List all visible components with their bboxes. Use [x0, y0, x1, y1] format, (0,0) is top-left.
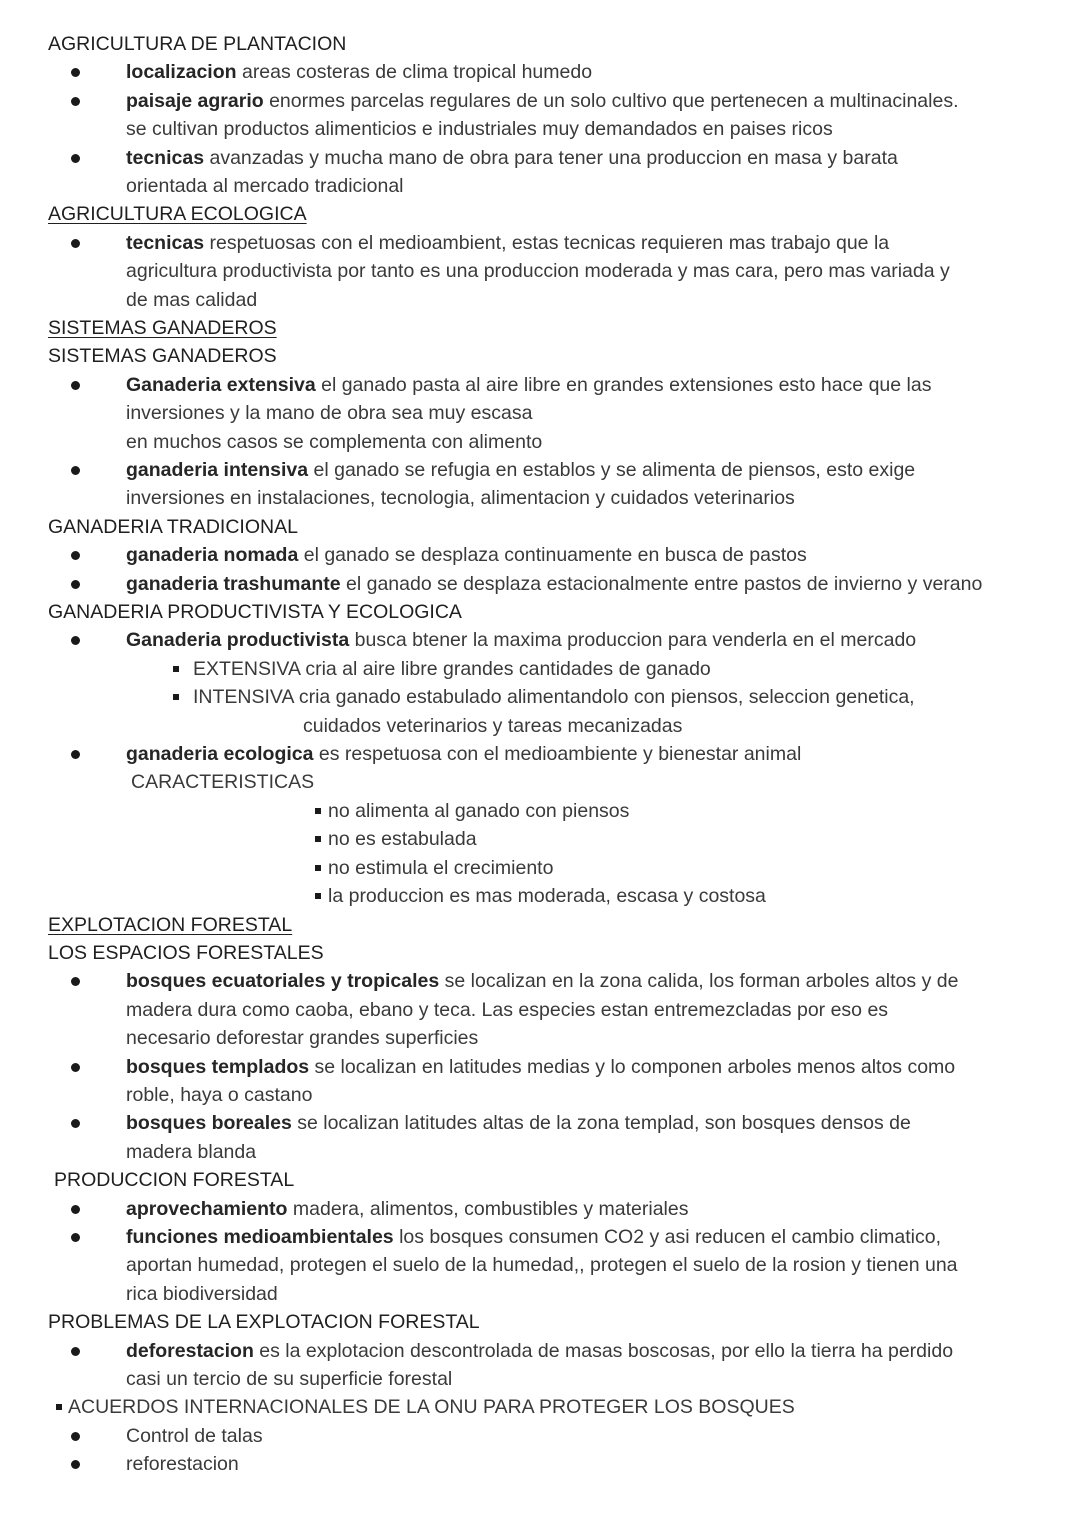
bullet-icon	[71, 977, 80, 986]
heading-agricultura-ecologica: AGRICULTURA ECOLOGICA	[48, 203, 307, 226]
sub-list-item: INTENSIVA cria ganado estabulado alimentandolo con piensos, seleccion genetica, cuidados veterinarios y tareas mecanizadas	[0, 683, 1080, 740]
bullet-icon	[71, 551, 80, 560]
square-bullet-icon	[315, 893, 321, 899]
list-item: bosques ecuatoriales y tropicales se localizan en la zona calida, los forman arboles altos y de madera dura como caoba, ebano y teca. Las especies estan entremezcladas por eso es necesario deforestar grandes superficies	[0, 967, 1080, 1052]
list-item: deforestacion es la explotacion descontrolada de masas boscosas, por ello la tierra ha perdido casi un tercio de su superficie forestal	[0, 1337, 1080, 1394]
heading-sistemas-ganaderos-2: SISTEMAS GANADEROS	[48, 345, 277, 368]
square-bullet-icon	[315, 808, 321, 814]
list-item: aprovechamiento madera, alimentos, combustibles y materiales	[0, 1195, 1080, 1223]
bullet-icon	[71, 68, 80, 77]
bullet-icon	[71, 1460, 80, 1469]
list-item: localizacion areas costeras de clima tropical humedo	[0, 58, 1080, 86]
list-item: ganaderia trashumante el ganado se desplaza estacionalmente entre pastos de invierno y verano	[0, 570, 1080, 598]
list-item: ganaderia ecologica es respetuosa con el medioambiente y bienestar animal	[0, 740, 1080, 768]
list-item: tecnicas avanzadas y mucha mano de obra para tener una produccion en masa y barata orientada al mercado tradicional	[0, 144, 1080, 201]
square-bullet-icon	[173, 666, 179, 672]
list-item: Ganaderia extensiva el ganado pasta al aire libre en grandes extensiones esto hace que las inversiones y la mano de obra sea muy escasa en muchos casos se complementa con alimento	[0, 371, 1080, 456]
bullet-icon	[71, 1205, 80, 1214]
heading-ganaderia-tradicional: GANADERIA TRADICIONAL	[48, 515, 298, 538]
square-bullet-icon	[173, 694, 179, 700]
square-bullet-icon	[56, 1404, 62, 1410]
heading-agricultura-plantacion: AGRICULTURA DE PLANTACION	[48, 33, 347, 55]
caracteristicas-label: CARACTERISTICAS	[131, 771, 315, 794]
bullet-icon	[71, 750, 80, 759]
bullet-icon	[71, 239, 80, 248]
bullet-icon	[71, 466, 80, 475]
heading-ganaderia-productivista: GANADERIA PRODUCTIVISTA Y ECOLOGICA	[48, 601, 462, 624]
list-item: funciones medioambientales los bosques consumen CO2 y asi reducen el cambio climatico, aportan humedad, protegen el suelo de la humedad,, protegen el suelo de la rosion y tienen una rica biodiversidad	[0, 1223, 1080, 1308]
list-item: ganaderia nomada el ganado se desplaza continuamente en busca de pastos	[0, 541, 1080, 569]
bullet-icon	[71, 1432, 80, 1441]
bullet-icon	[71, 381, 80, 390]
acuerdos-heading: ACUERDOS INTERNACIONALES DE LA ONU PARA PROTEGER LOS BOSQUES	[0, 1393, 1080, 1421]
bullet-icon	[71, 154, 80, 163]
heading-espacios-forestales: LOS ESPACIOS FORESTALES	[48, 941, 324, 964]
bullet-icon	[71, 97, 80, 106]
caracteristica-item: no estimula el crecimiento	[0, 854, 1080, 882]
bullet-icon	[71, 1119, 80, 1128]
list-item: bosques templados se localizan en latitudes medias y lo componen arboles menos altos como roble, haya o castano	[0, 1053, 1080, 1110]
heading-sistemas-ganaderos: SISTEMAS GANADEROS	[48, 317, 277, 340]
heading-explotacion-forestal: EXPLOTACION FORESTAL	[48, 913, 293, 936]
heading-problemas-explotacion-forestal: PROBLEMAS DE LA EXPLOTACION FORESTAL	[48, 1311, 480, 1334]
caracteristica-item: no alimenta al ganado con piensos	[0, 797, 1080, 825]
caracteristica-item: no es estabulada	[0, 825, 1080, 853]
list-item: Ganaderia productivista busca btener la maxima produccion para venderla en el mercado	[0, 626, 1080, 654]
list-item: ganaderia intensiva el ganado se refugia en establos y se alimenta de piensos, esto exige inversiones en instalaciones, tecnologia, alimentacion y cuidados veterinarios	[0, 456, 1080, 513]
bullet-icon	[71, 1233, 80, 1242]
document-page	[0, 30, 1080, 1479]
bullet-icon	[71, 1347, 80, 1356]
sub-list-item: EXTENSIVA cria al aire libre grandes cantidades de ganado	[0, 655, 1080, 683]
square-bullet-icon	[315, 836, 321, 842]
caracteristica-item: la produccion es mas moderada, escasa y costosa	[0, 882, 1080, 910]
heading-produccion-forestal: PRODUCCION FORESTAL	[54, 1169, 295, 1192]
list-item: paisaje agrario enormes parcelas regulares de un solo cultivo que pertenecen a multinacinales. se cultivan productos alimenticios e industriales muy demandados en paises ricos	[0, 87, 1080, 144]
list-item: reforestacion	[0, 1450, 1080, 1478]
list-item: Control de talas	[0, 1422, 1080, 1450]
bullet-icon	[71, 636, 80, 645]
list-item: tecnicas respetuosas con el medioambient, estas tecnicas requieren mas trabajo que la agricultura productivista por tanto es una produccion moderada y mas cara, pero mas variada y de mas calidad	[0, 229, 1080, 314]
bullet-icon	[71, 1063, 80, 1072]
list-item: bosques boreales se localizan latitudes altas de la zona templad, son bosques densos de madera blanda	[0, 1109, 1080, 1166]
square-bullet-icon	[315, 865, 321, 871]
bullet-icon	[71, 580, 80, 589]
